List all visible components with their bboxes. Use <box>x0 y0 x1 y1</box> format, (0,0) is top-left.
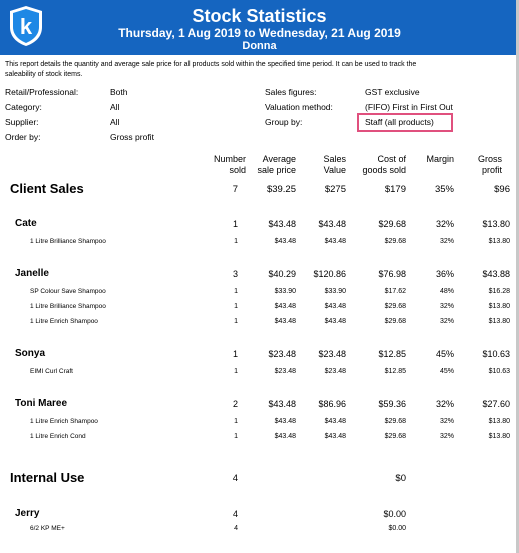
cell-cost: $59.36 <box>378 399 406 409</box>
cell-sales: $43.48 <box>318 219 346 229</box>
product-row <box>0 236 519 250</box>
cell-n: 7 <box>232 184 238 195</box>
cell-margin: 32% <box>439 238 454 245</box>
report-description: This report details the quantity and average sale price for all products sold within the specified time period. It can be used to track the saleability of stock items. <box>5 61 417 78</box>
row-label: EIMI Curl Craft <box>30 368 73 375</box>
cell-avg: $23.48 <box>268 349 296 359</box>
row-label: Janelle <box>15 268 49 279</box>
col-cost-of-goods-sold: Cost of goods sold <box>362 154 406 175</box>
criteria-value: Both <box>110 87 128 97</box>
row-label: SP Colour Save Shampoo <box>30 288 106 295</box>
cell-cost: $12.85 <box>384 368 406 375</box>
criteria-label: Retail/Professional: <box>5 87 79 97</box>
cell-avg: $43.48 <box>268 219 296 229</box>
product-row <box>0 416 519 430</box>
cell-margin: 32% <box>439 318 454 325</box>
cell-n: 1 <box>234 433 238 440</box>
cell-margin: 32% <box>439 433 454 440</box>
cell-cost: $17.62 <box>384 288 406 295</box>
cell-sales: $23.48 <box>318 349 346 359</box>
row-label: Internal Use <box>10 470 85 485</box>
cell-n: 4 <box>232 509 238 519</box>
product-row <box>0 366 519 380</box>
cell-cost: $29.68 <box>378 219 406 229</box>
cell-avg: $43.48 <box>274 318 296 325</box>
cell-gp: $43.88 <box>482 269 510 279</box>
cell-cost: $76.98 <box>378 269 406 279</box>
staff-row <box>0 508 519 522</box>
cell-n: 1 <box>232 219 238 229</box>
cell-margin: 45% <box>439 368 454 375</box>
cell-margin: 36% <box>435 269 454 279</box>
cell-sales: $43.48 <box>324 238 346 245</box>
cell-n: 1 <box>234 318 238 325</box>
cell-gp: $10.63 <box>482 349 510 359</box>
cell-gp: $13.80 <box>488 303 510 310</box>
row-label: 1 Litre Brilliance Shampoo <box>30 238 106 245</box>
cell-avg: $43.48 <box>268 399 296 409</box>
row-label: Jerry <box>15 508 40 519</box>
cell-sales: $33.90 <box>324 288 346 295</box>
criteria-value: All <box>110 102 120 112</box>
cell-cost: $0.00 <box>383 509 406 519</box>
cell-avg: $39.25 <box>266 184 296 195</box>
cell-cost: $179 <box>384 184 406 195</box>
product-row <box>0 301 519 315</box>
cell-n: 1 <box>234 238 238 245</box>
row-label: 1 Litre Enrich Cond <box>30 433 86 440</box>
col-gross-profit: Gross profit <box>477 154 502 175</box>
cell-sales: $23.48 <box>324 368 346 375</box>
col-average-sale-price: Average sale price <box>257 154 296 175</box>
criteria-label: Category: <box>5 102 42 112</box>
criteria-label: Valuation method: <box>265 102 333 112</box>
report-title: Stock Statistics <box>192 6 327 26</box>
product-row <box>0 286 519 300</box>
criteria-label: Order by: <box>5 132 41 142</box>
cell-avg: $43.48 <box>274 303 296 310</box>
cell-cost: $29.68 <box>384 318 406 325</box>
cell-sales: $43.48 <box>324 318 346 325</box>
cell-margin: 45% <box>435 349 454 359</box>
product-row <box>0 316 519 330</box>
cell-cost: $0 <box>395 473 406 484</box>
cell-gp: $13.80 <box>488 418 510 425</box>
cell-margin: 32% <box>435 399 454 409</box>
row-label: Client Sales <box>10 181 84 196</box>
row-label: 1 Litre Brilliance Shampoo <box>30 303 106 310</box>
cell-n: 1 <box>234 303 238 310</box>
criteria-label: Supplier: <box>5 117 39 127</box>
logo-letter: k <box>19 14 33 39</box>
cell-n: 4 <box>234 525 238 532</box>
cell-avg: $43.48 <box>274 238 296 245</box>
cell-cost: $12.85 <box>378 349 406 359</box>
cell-avg: $33.90 <box>274 288 296 295</box>
cell-gp: $10.63 <box>488 368 510 375</box>
cell-margin: 32% <box>435 219 454 229</box>
row-label: 1 Litre Enrich Shampoo <box>30 318 98 325</box>
cell-sales: $43.48 <box>324 303 346 310</box>
staff-row <box>0 268 519 282</box>
criteria-label: Group by: <box>265 117 303 127</box>
cell-margin: 35% <box>434 184 454 195</box>
cell-n: 1 <box>234 368 238 375</box>
cell-gp: $27.60 <box>482 399 510 409</box>
cell-cost: $0.00 <box>388 525 406 532</box>
col-margin: Margin <box>426 154 454 164</box>
report-banner <box>0 0 519 55</box>
cell-sales: $43.48 <box>324 418 346 425</box>
cell-sales: $86.96 <box>318 399 346 409</box>
criteria-value: (FIFO) First in First Out <box>365 102 453 112</box>
row-label: Toni Maree <box>15 398 68 409</box>
col-sales-value: Sales Value <box>323 154 346 175</box>
group-by-highlight <box>357 113 453 132</box>
cell-cost: $29.68 <box>384 433 406 440</box>
col-number-sold: Number sold <box>213 154 246 175</box>
cell-avg: $43.48 <box>274 418 296 425</box>
cell-gp: $13.80 <box>488 433 510 440</box>
cell-margin: 32% <box>439 418 454 425</box>
cell-gp: $13.80 <box>482 219 510 229</box>
row-label: Cate <box>15 218 37 229</box>
product-row <box>0 523 519 537</box>
cell-gp: $13.80 <box>488 318 510 325</box>
cell-n: 1 <box>232 349 238 359</box>
staff-row <box>0 218 519 232</box>
criteria-value: GST exclusive <box>365 87 420 97</box>
cell-avg: $43.48 <box>274 433 296 440</box>
row-label: 1 Litre Enrich Shampoo <box>30 418 98 425</box>
staff-row <box>0 398 519 412</box>
criteria-value: All <box>110 117 120 127</box>
cell-cost: $29.68 <box>384 238 406 245</box>
cell-n: 1 <box>234 418 238 425</box>
cell-margin: 48% <box>439 288 454 295</box>
cell-cost: $29.68 <box>384 303 406 310</box>
criteria-value-group-by: Staff (all products) <box>365 117 434 127</box>
staff-row <box>0 348 519 362</box>
cell-margin: 32% <box>439 303 454 310</box>
cell-avg: $40.29 <box>268 269 296 279</box>
cell-n: 1 <box>234 288 238 295</box>
criteria-label: Sales figures: <box>265 87 317 97</box>
cell-cost: $29.68 <box>384 418 406 425</box>
criteria-value: Gross profit <box>110 132 154 142</box>
row-label: 6/2 KP ME+ <box>30 525 65 532</box>
group-row <box>0 472 519 486</box>
cell-n: 3 <box>232 269 238 279</box>
cell-gp: $96 <box>494 184 510 195</box>
product-row <box>0 431 519 445</box>
cell-n: 4 <box>232 473 238 484</box>
cell-gp: $16.28 <box>488 288 510 295</box>
cell-sales: $43.48 <box>324 433 346 440</box>
cell-avg: $23.48 <box>274 368 296 375</box>
cell-gp: $13.80 <box>488 238 510 245</box>
report-staff-name: Donna <box>242 40 277 52</box>
cell-sales: $120.86 <box>313 269 346 279</box>
report-date-range: Thursday, 1 Aug 2019 to Wednesday, 21 Aug 2019 <box>118 26 401 40</box>
cell-n: 2 <box>232 399 238 409</box>
row-label: Sonya <box>15 348 46 359</box>
group-row <box>0 183 519 197</box>
cell-sales: $275 <box>324 184 346 195</box>
